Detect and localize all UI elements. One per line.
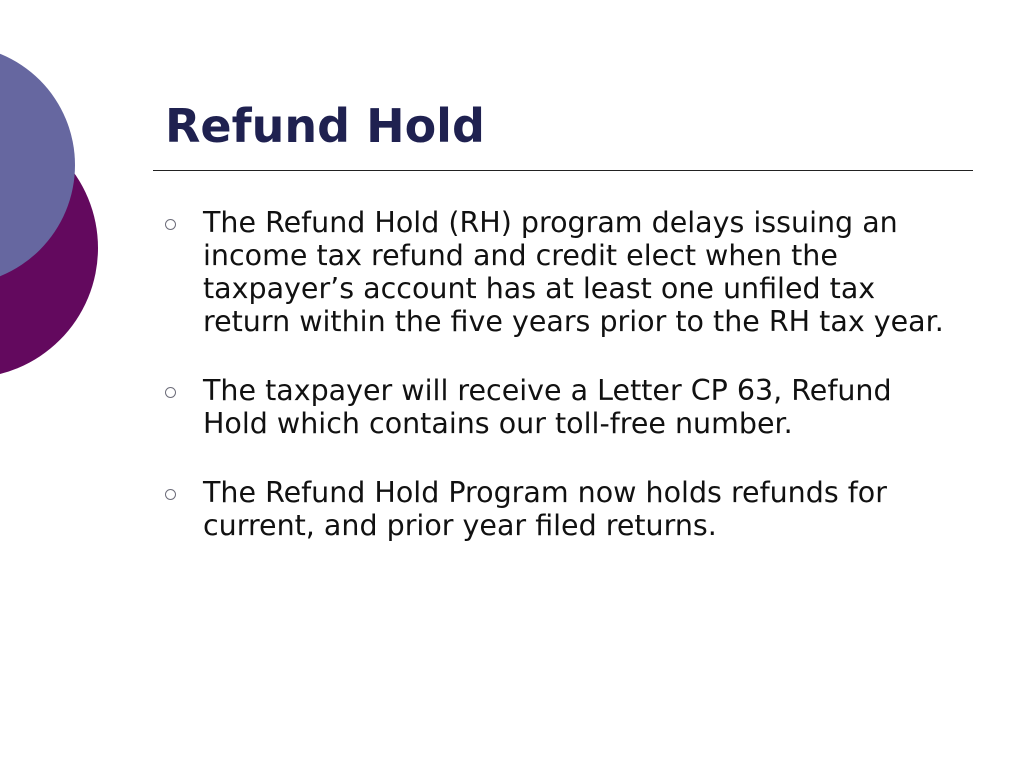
bullet-text: The Refund Hold (RH) program delays issuing an income tax refund and credit elect when the taxpayer’s account has at least one unfiled tax return within the five years prior to the RH tax year.: [203, 206, 944, 338]
decorative-circles: [0, 0, 110, 410]
bullet-text: The taxpayer will receive a Letter CP 63, Refund Hold which contains our toll-free number.: [203, 374, 892, 440]
bullet-item: [165, 206, 945, 338]
bullet-item: [165, 476, 945, 542]
slide-title: Refund Hold: [165, 99, 485, 153]
bullet-text: The Refund Hold Program now holds refunds for current, and prior year filed returns.: [203, 476, 887, 542]
title-divider: [153, 170, 973, 171]
hollow-circle-bullet-icon: [165, 219, 176, 230]
hollow-circle-bullet-icon: [165, 489, 176, 500]
hollow-circle-bullet-icon: [165, 387, 176, 398]
bullet-item: [165, 374, 945, 440]
bullet-list: [165, 206, 945, 578]
